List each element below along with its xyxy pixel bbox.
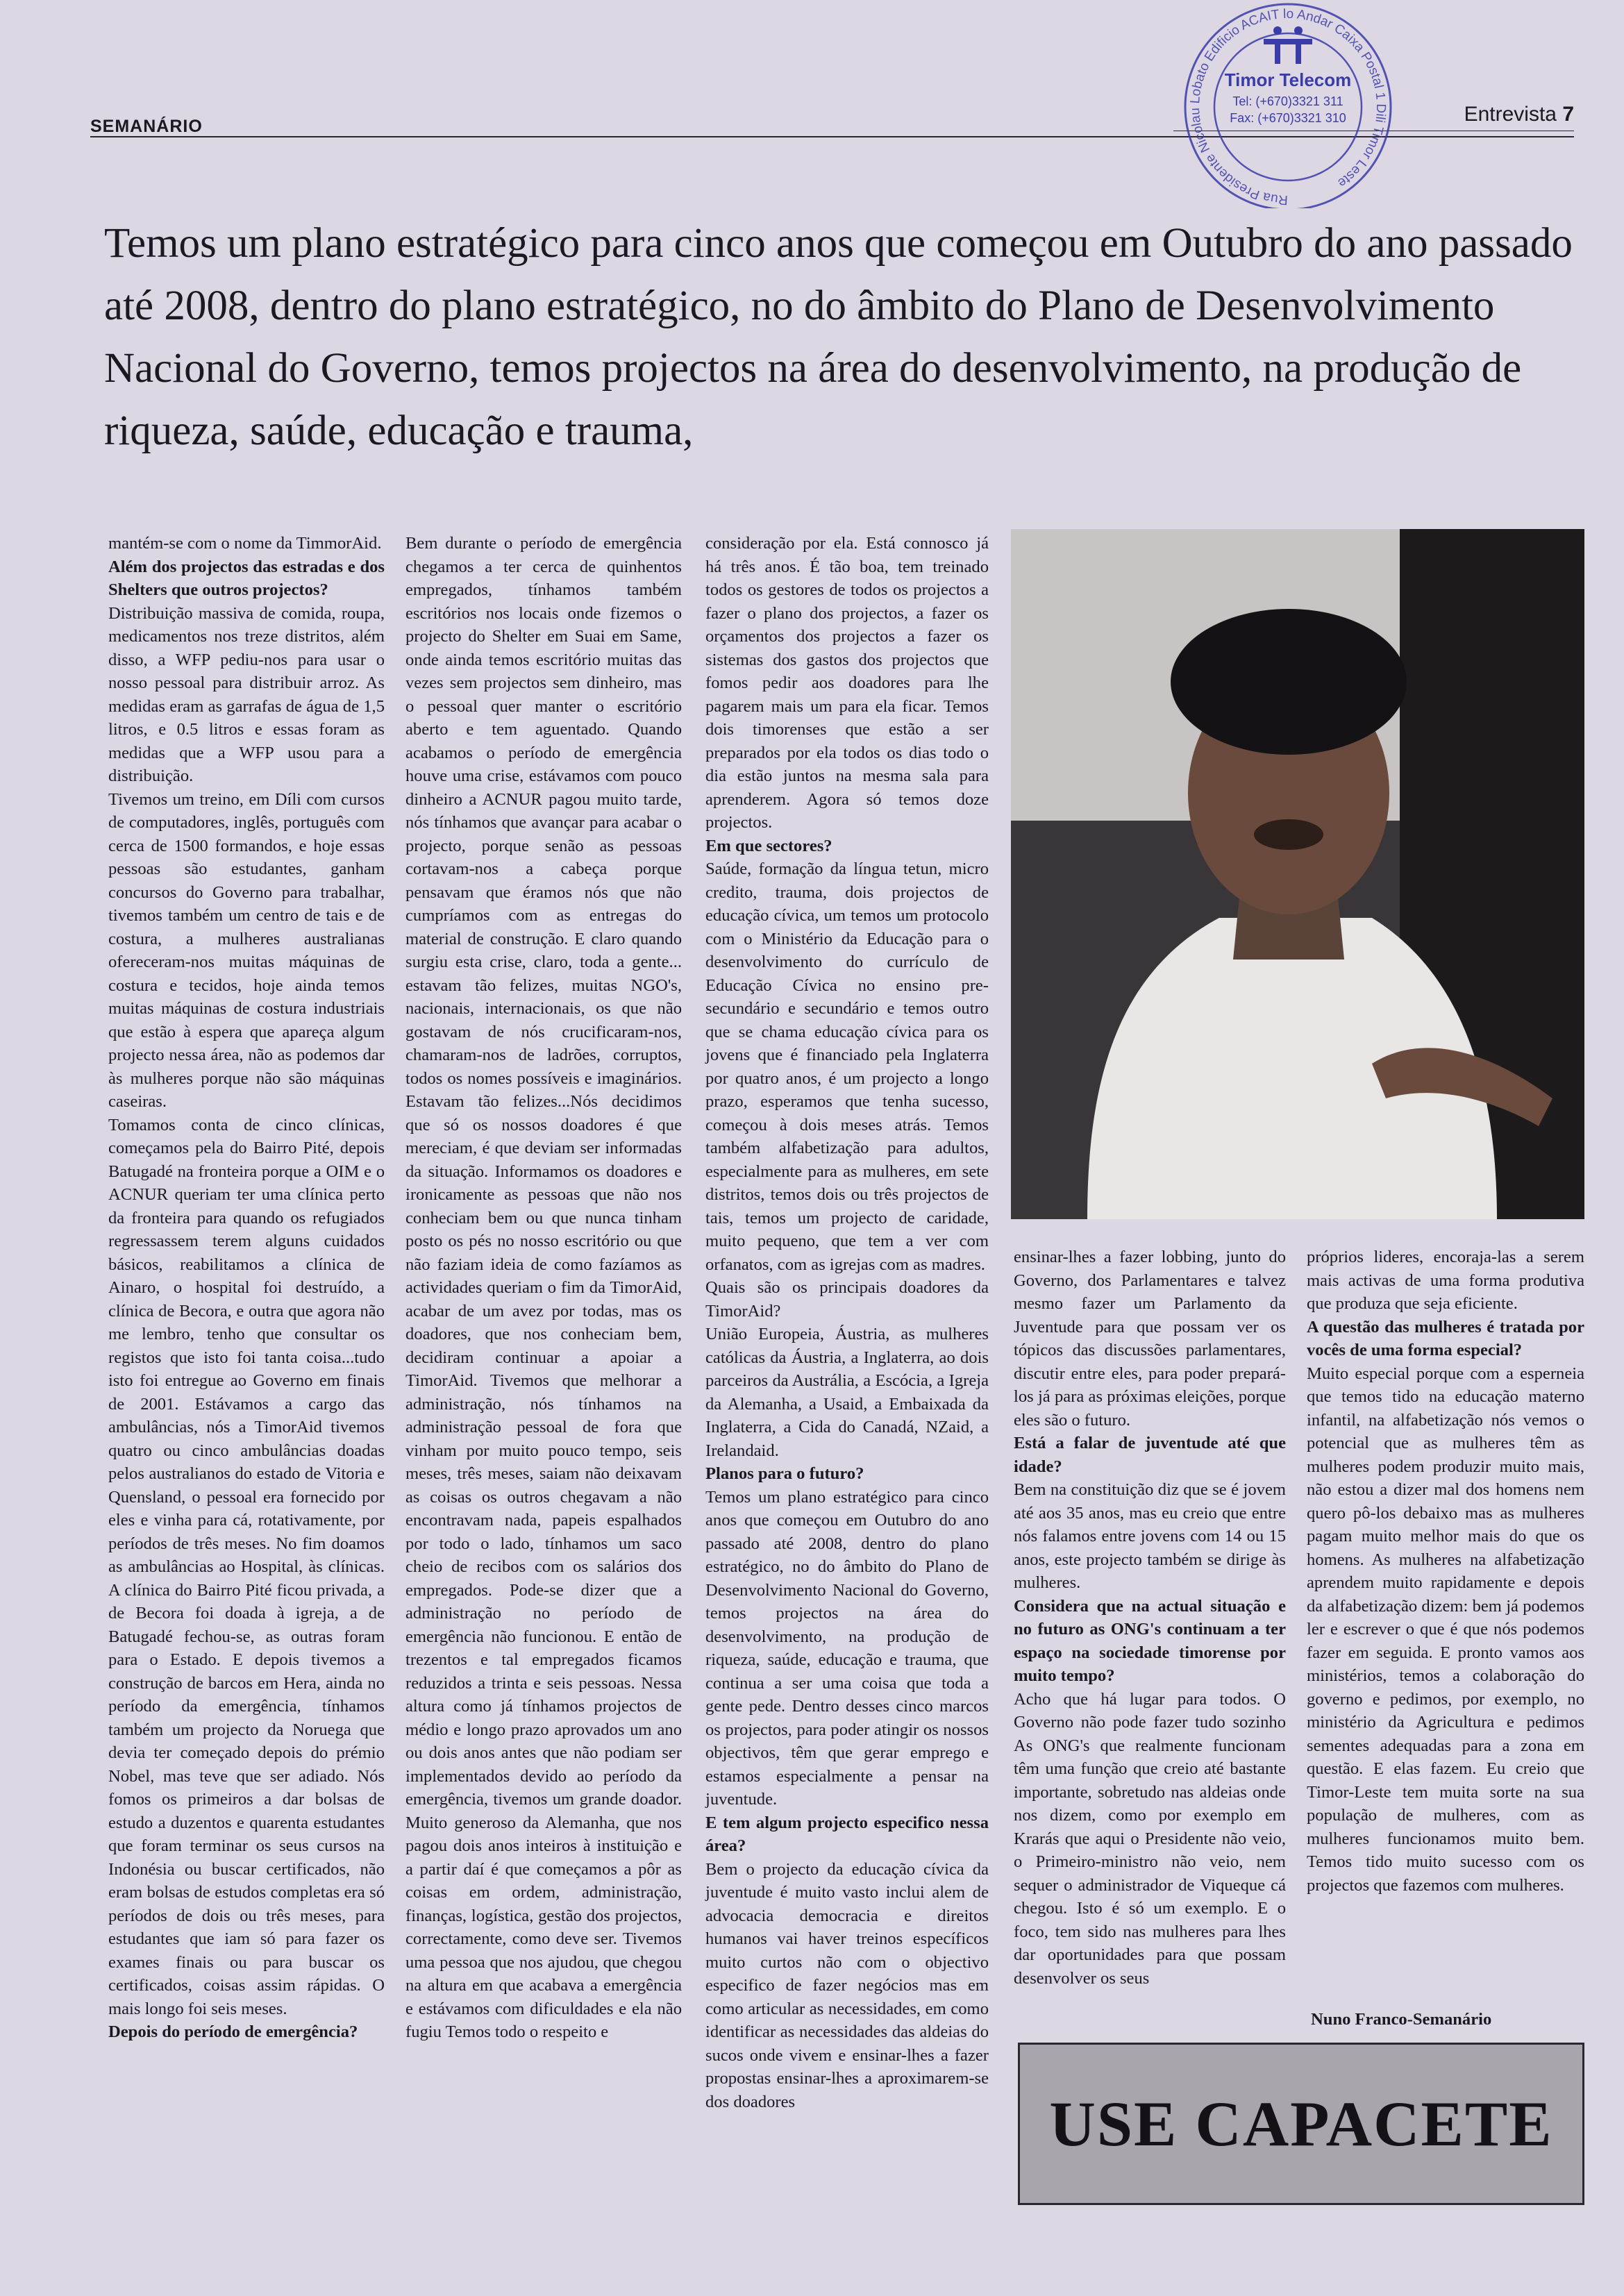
article-paragraph: consideração por ela. Está connosco já há três anos. É tão boa, tem treinado todos os gestores de todos os projectos a fazer o plano dos projectos, a fazer os orçamentos dos projectos a fazer os sistemas dos gastos dos projectos que fomos pedir aos doadores para lhe pagarem mais um para ela ficar. Temos dois timorenses que estão a ser preparados por ela todos os dias todo o dia estão juntos na mesma sala para aprenderem. Agora só temos doze projectos. xyxy=(705,534,989,832)
article-paragraph: ensinar-lhes a fazer lobbing, junto do Governo, dos Parlamentares e talvez mesmo fazer um Parlamento da Juventude para que possam ver os tópicos das discussões parlamentares, discutir entre eles, para poder prepará-los já para as próximas eleições, porque eles são o futuro. xyxy=(1014,1248,1286,1430)
article-paragraph: mantém-se com o nome da TimmorAid. xyxy=(108,534,382,553)
page-number: 7 xyxy=(1562,103,1574,126)
article-paragraph: Temos um plano estratégico para cinco anos que começou em Outubro do ano passado até 2008, dentro do plano estratégico, no do âmbito do Plano de Desenvolvimento Nacional do Governo, temos projectos na área do desenvolvimento, na produção de riqueza, saúde, educação e trauma, que continua a ser uma coisa que toda a gente pede. Dentro desses cinco marcos os projectos, para poder atingir os nossos objectivos, têm que gerar emprego e estamos especialmente a pensar na juventude. xyxy=(705,1487,989,1809)
article-column-4 xyxy=(1014,1246,1286,1990)
article-column-5 xyxy=(1307,1246,1584,1897)
article-paragraph: próprios lideres, encoraja-las a serem mais activas de uma forma produtiva que produza que seja eficiente. xyxy=(1307,1248,1584,1313)
interview-question: A questão das mulheres é tratada por vocês de uma forma especial? xyxy=(1307,1317,1584,1359)
interview-question: Considera que na actual situação e no futuro as ONG's continuam a ter espaço na sociedade timorense por muito tempo? xyxy=(1014,1596,1286,1685)
interview-question: E tem algum projecto especifico nessa área? xyxy=(705,1813,989,1855)
article-paragraph: Distribuição massiva de comida, roupa, medicamentos nos treze distritos, além disso, a WFP pediu-nos para usar o nosso pessoal para distribuir arroz. As medidas eram as garrafas de água de 1,5 litros, e 0.5 litros e essas foram as medidas que a WFP usou para a distribuição. xyxy=(108,603,385,785)
article-paragraph: Acho que há lugar para todos. O Governo não pode fazer tudo sozinho As ONG's que realmente funcionam têm uma função que creio até bastante importante, sobretudo nas aldeias onde nos dizem, como por exemplo em Krarás que aqui o Presidente não veio, o Primeiro-ministro não veio, nem sequer o administrador de Viqueque cá chegou. Isto é só um exemplo. E o foco, tem sido nas mulheres para lhes dar oportunidades para que possam desenvolver os seus xyxy=(1014,1689,1286,1988)
telecom-logo-icon xyxy=(1264,26,1312,64)
article-paragraph: União Europeia, Áustria, as mulheres católicas da Áustria, a Inglaterra, ao dois parceiros da Austrália, a Escócia, a Igreja da Alemanha, a Usaid, a Embaixada da Inglaterra, a Cida do Canadá, NZaid, a Irelandaid. xyxy=(705,1325,989,1460)
interview-question: Está a falar de juventude até que idade? xyxy=(1014,1434,1286,1476)
article-paragraph: Bem durante o período de emergência chegamos a ter cerca de quinhentos empregados, tínhamos também escritórios nos locais onde fizemos o projecto do Shelter em Suai em Same, onde ainda temos escritório muitas das vezes sem projectos sem dinheiro, mas o pessoal quer manter o escritório aberto e tem aguentado. Quando acabamos o período de emergência houve uma crise, estávamos com pouco dinheiro a ACNUR pagou muito tarde, nós tínhamos que avançar para acabar o projecto, porque senão as pessoas cortavam-nos a cabeça porque pensavam que éramos nós que não cumpríamos com as entregas do material de construção. E claro quando surgiu esta crise, claro, toda a gente... estavam tão felizes, muitas NGO's, nacionais, internacionais, os que não gostavam de nós crucificaram-nos, chamaram-nos de ladrões, corruptos, todos os nomes possíveis e imaginários. Estavam tão felizes...Nós decidimos que só os nossos doadores é que mereciam, é que deviam ser informadas da situação. Informamos os doadores e ironicamente as pessoas que não nos conheciam bem ou que nunca tinham posto os pés no nosso escritório ou que não faziam ideia de como fazíamos as actividades queriam o fim da TimorAid, acabar de um avez por todas, mas os doadores, que nos conheciam bem, decidiram continuar a apoiar a TimorAid. Tivemos que melhorar a administração, nós tínhamos na administração pessoal de fora que vinham por muito pouco tempo, seis meses, três meses, saiam não deixavam as coisas os outros chegavam a não encontravam nada, papeis espalhados por todo o lado, tínhamos um saco cheio de recibos com os salários dos empregados. Pode-se dizer que a administração no período de emergência não funcionou. E então de trezentos e tal empregados ficamos reduzidos a trinta e seis pessoas. Nessa altura como já tínhamos projectos de médio e longo prazo aprovados um ano ou dois anos antes que não podiam ser implementados devido ao período da emergência, tivemos um grande doador. Muito generoso da Alemanha, que nos pagou dois anos inteiros à instituição e a partir daí é que começamos a pôr as coisas em ordem, administração, finanças, logística, gestão dos projectos, correctamente, como deve ser. Tivemos uma pessoa que nos ajudou, que chegou na altura em que acabava a emergência e estávamos com dificuldades e ela não fugiu Temos todo o respeito e xyxy=(405,534,682,2041)
byline: Nuno Franco-Semanário xyxy=(1311,2010,1492,2029)
article-paragraph: Quais são os principais doadores da TimorAid? xyxy=(705,1278,989,1321)
masthead: SEMANÁRIO xyxy=(90,117,203,136)
stamp-fax: Fax: (+670)3321 310 xyxy=(1230,111,1346,125)
article-paragraph: Muito especial porque com a esperneia que temos tido na educação materno infantil, na alfabetização nós vemos o potencial que as mulheres têm as mulheres podem produzir muito mais, não estou a dizer mal dos homens nem quero pô-los debaixo mas as mulheres pagam muito melhor mais do que os homens. As mulheres na alfabetização aprendem muito rapidamente e depois da alfabetização dizem: bem já podemos ler e escrever o que é que nós podemos fazer em seguida. E pronto vamos aos ministérios, temos a colaboração do governo e pedimos, por exemplo, no ministério da Agricultura e pedimos sementes adequadas para a zona em questão. E elas fazem. Eu creio que Timor-Leste tem muita sorte na sua população de mulheres, com as mulheres funcionamos muito bem. Temos tido muito sucesso com os projectos que fazemos com mulheres. xyxy=(1307,1364,1584,1895)
article-paragraph: Tivemos um treino, em Díli com cursos de computadores, inglês, português com cerca de 1500 formandos, e hoje essas pessoas são estudantes, ganham concursos do Governo para trabalhar, tivemos também um centro de tais e de costura, a mulheres australianas ofereceram-nos muitas máquinas de costura e tecidos, hoje ainda temos muitas máquinas de costura industriais que estão à espera que apareça algum projecto nessa área, não as podemos dar às mulheres porque não são máquinas caseiras. xyxy=(108,789,385,1111)
interview-photo xyxy=(1011,529,1584,1219)
pull-quote-headline: Temos um plano estratégico para cinco anos que começou em Outubro do ano passado até 2008, dentro do plano estratégico, no do âmbito do Plano de Desenvolvimento Nacional do Governo, temos projectos na área do desenvolvimento, na produção de riqueza, saúde, educação e trauma, xyxy=(104,220,1573,454)
section-name: Entrevista xyxy=(1464,103,1557,126)
interview-question: Planos para o futuro? xyxy=(705,1464,864,1483)
portrait-illustration-icon xyxy=(1011,529,1584,1219)
stamp-tel: Tel: (+670)3321 311 xyxy=(1232,94,1343,108)
ad-text: USE CAPACETE xyxy=(1049,2088,1553,2159)
interview-question: Depois do período de emergência? xyxy=(108,2022,358,2041)
article-column-1 xyxy=(108,532,385,2044)
timor-telecom-stamp xyxy=(1173,0,1403,208)
article-paragraph: Bem o projecto da educação cívica da juventude é muito vasto inclui alem de advocacia democracia e direitos humanos vai haver treinos específicos muito curtos não com o objectivo especifico de fazer negócios mas em como articular as necessidades, em como identificar as necessidades das aldeias do sucos onde vivem e ensinar-lhes a fazer propostas ensinar-lhes a aproximarem-se dos doadores xyxy=(705,1859,989,2111)
interview-question: Além dos projectos das estradas e dos Shelters que outros projectos? xyxy=(108,557,385,599)
stamp-name: Timor Telecom xyxy=(1224,69,1352,90)
section-label xyxy=(1464,103,1574,126)
byline-container xyxy=(1311,2008,1583,2031)
stamp-ring-text: Rua Presidente Nicolau Lobato Edificio ACAIT lo Andar Caixa Postal 1 Dili Timor Leste xyxy=(1187,6,1389,208)
article-column-2 xyxy=(405,532,682,2044)
interview-question: Em que sectores? xyxy=(705,836,832,855)
article-paragraph: Bem na constituição diz que se é jovem até aos 35 anos, mas eu creio que entre nós falamos entre jovens com 14 ou 15 anos, este projecto também se dirige às mulheres. xyxy=(1014,1480,1286,1592)
article-column-3 xyxy=(705,532,989,2113)
article-paragraph: Tomamos conta de cinco clínicas, começamos pela do Bairro Pité, depois Batugadé na fronteira porque a OIM e o ACNUR queriam ter uma clínica perto da fronteira para quando os refugiados regressassem terem alguns cuidados básicos, reabilitamos a clínica de Ainaro, o hospital foi destruído, a clínica de Becora, e outra que agora não me lembro, tenho que consultar os registos que isto foi tanta coisa...tudo isto foi entregue ao Governo em finais de 2001. Estávamos a cargo das ambulâncias, nós a TimorAid tivemos quatro ou cinco ambulâncias doadas pelos australianos do estado de Vitoria e Quensland, o pessoal era fornecido por eles e vinha para cá, rotativamente, por períodos de três meses. No fim doamos as ambulâncias ao Hospital, às clínicas. A clínica do Bairro Pité ficou privada, a de Becora foi doada à igreja, a de Batugadé fechou-se, as outras foram para o Estado. E depois tivemos a construção de barcos em Hera, ainda no período da emergência, tínhamos também um projecto da Noruega que devia ter começado depois do prémio Nobel, mas teve que ser adiado. Nós fomos os primeiros a dar bolsas de estudo a duzentos e quarenta estudantes que foram terminar os seus cursos na Indonésia ou buscar certificados, não eram bolsas de estudos completas era só períodos de dois ou três meses, para estudantes que iam só para fazer os exames finais ou para buscar os certificados, coisas assim rápidas. O mais longo foi seis meses. xyxy=(108,1115,385,2018)
use-capacete-ad xyxy=(1018,2043,1584,2205)
article-paragraph: Saúde, formação da língua tetun, micro credito, trauma, dois projectos de educação cívica, um temos um protocolo com o Ministério da Educação para o desenvolvimento do currículo de Educação Cívica no ensino pre-secundário e secundário e temos outro que se chama educação cívica para os jovens que é financiado pela Inglaterra por quatro anos, é um projecto a longo prazo, esperamos que tenha sucesso, começou à dois meses atrás. Temos também alfabetização para adultos, especialmente para as mulheres, em sete distritos, temos dois ou três projectos de tais, temos um projecto de caridade, muito pequeno, que tem a ver com orfanatos, com as igrejas com as madres. xyxy=(705,860,989,1274)
